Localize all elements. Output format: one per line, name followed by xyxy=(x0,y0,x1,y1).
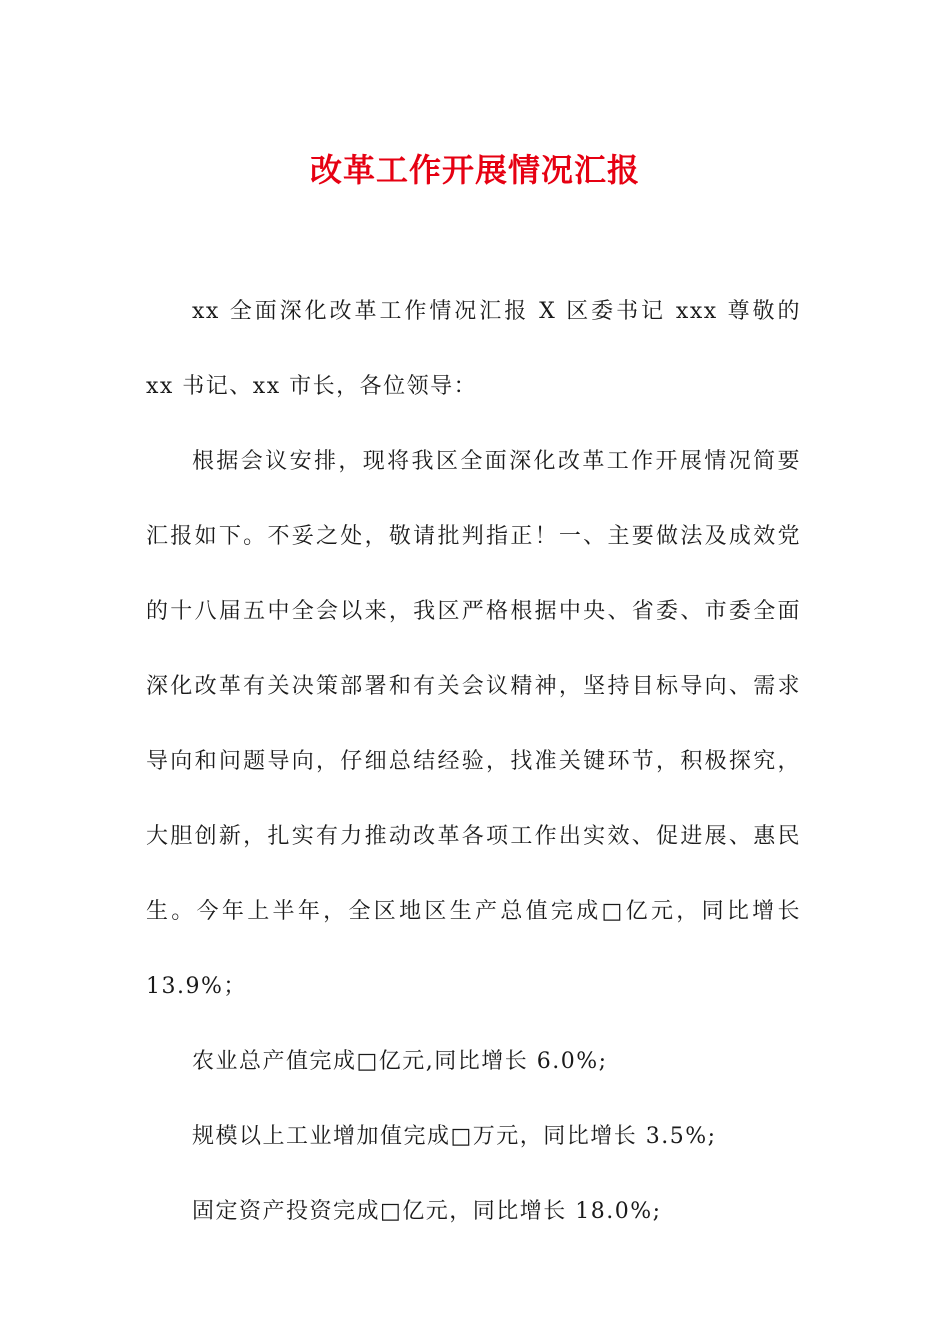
document-body xyxy=(146,274,801,1249)
paragraph-investment: 固定资产投资完成□亿元，同比增长 18.0%; xyxy=(192,1199,662,1224)
paragraph-overview: 根据会议安排，现将我区全面深化改革工作开展情况简要汇报如下。不妥之处，敬请批判指正！一、主要做法及成效党的十八届五中全会以来，我区严格根据中央、省委、市委全面深化改革有关决策部署和有关会议精神，坚持目标导向、需求导向和问题导向，仔细总结经验，找准关键环节，积极探究，大胆创新，扎实有力推动改革各项工作出实效、促进展、惠民生。今年上半年，全区地区生产总值完成□亿元，同比增长 13.9%； xyxy=(146,449,801,999)
paragraph-salutation: xx 全面深化改革工作情况汇报 X 区委书记 xxx 尊敬的 xx 书记、xx 市长，各位领导： xyxy=(146,299,801,399)
paragraph-agriculture: 农业总产值完成□亿元,同比增长 6.0%; xyxy=(192,1049,608,1074)
paragraph-industry: 规模以上工业增加值完成□万元，同比增长 3.5%; xyxy=(192,1124,717,1149)
document-title: 改革工作开展情况汇报 xyxy=(309,151,640,189)
